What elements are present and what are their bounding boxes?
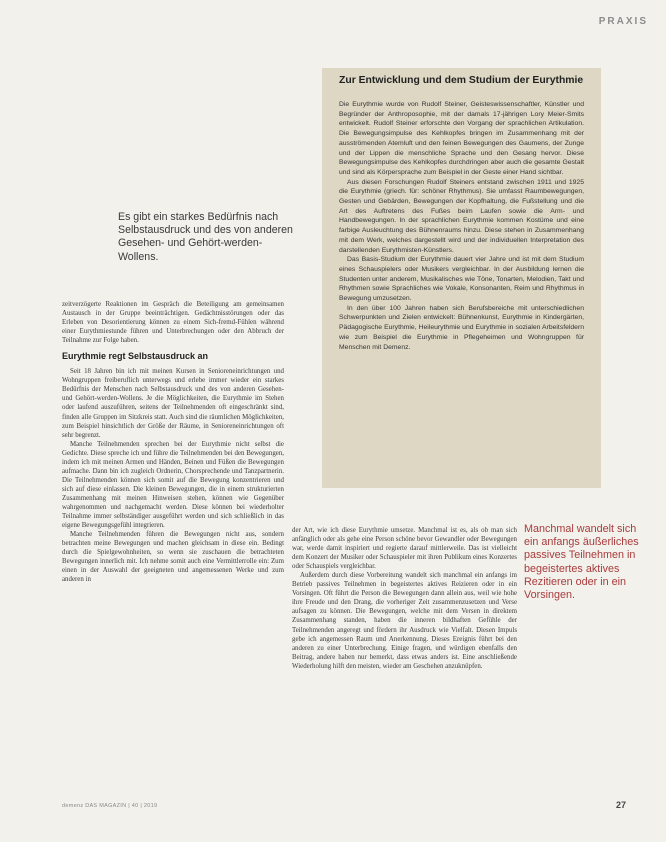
body-paragraph: der Art, wie ich diese Eurythmie umsetze. Manchmal ist es, als ob man sich anfänglich oder als gehe eine Person schöne bevor Gewandler oder Bewegungen war, werde damit inspiriert und regierte darauf mittlerweile. Das ist vielleicht dem Konzert der Musiker oder Schauspieler mit ihren Publikum eines Konzertes oder Schauspiels vergleichbar. bbox=[292, 527, 517, 571]
page-number: 27 bbox=[615, 800, 626, 810]
pull-quote-highlight: Manchmal wandelt sich ein anfangs äußerliches passives Teilnehmen in begeistertes aktives Rezitieren oder in ein Vorsingen. bbox=[524, 523, 639, 602]
info-box-text bbox=[339, 100, 584, 352]
info-paragraph: In den über 100 Jahren haben sich Berufsbereiche mit unterschiedlichen Schwerpunkten und Zielen entwickelt: Bühnenkunst, Eurythmie in Kindergärten, Pädagogische Eurythmie, Heileurythmie und Eurythmie in sozialen Arbeitsfeldern wie zum Beispiel die Eurythmie in Pflegeheimen und Wohngruppen für Menschen mit Demenz. bbox=[339, 304, 584, 351]
body-paragraph: Seit 18 Jahren bin ich mit meinen Kursen in Senioreneinrichtungen und Wohngruppen freiberuflich unterwegs und erlebe immer wieder ein starkes Bedürfnis der Menschen nach Selbstausdruck und des von anderen Gesehen- und Gehört-werden-Wollens. Je die Möglichkeiten, die Eurythmie im Stehen oder laufend auszuführen, seitens der Teilnehmenden oft eingeschränkt sind, finden alle Gruppen im Sitzkreis statt. Auch sind die räumlichen Möglichkeiten, zum Beispiel hinsichtlich der Größe der Räume, in Senioreneinrichtungen oft sehr begrenzt. bbox=[62, 368, 284, 439]
section-heading: Eurythmie regt Selbstausdruck an bbox=[62, 351, 209, 362]
info-paragraph: Das Basis-Studium der Eurythmie dauert vier Jahre und ist mit dem Studium eines Schauspielers oder Musikers vergleichbar. In der Ausbildung lernen die Studenten unter anderem, Musikalisches wie Töne, Tonarten, Melodien, Takt und Rhythmen sowie Sprachliches wie Vokale, Konsonanten, Reim und Rhythmus in Bewegung umzusetzen. bbox=[339, 256, 584, 303]
section-header: PRAXIS bbox=[598, 16, 648, 27]
body-paragraph: Manche Teilnehmenden sprechen bei der Eurythmie nicht selbst die Gedichte. Diese spreche ich und führe die Teilnehmenden bei den Bewegungen, indem ich mit meinen Armen und Händen, Beinen und Füßen die Bewegungen aufmache. Dann bin ich zugleich Ordnerin, Chorsprechende und Tanzpartnerin. Die Teilnehmenden können sich somit auf die Bewegung konzentrieren und sich auf diese einlassen. Die kleinen Bewegungen, die in einem strukturierten Zusammenhang mit meinen Hinweisen stehen, können wie Gegenüber wahrgenommen und nachgemacht werden. Diese können bei wiederholter Teilnahme immer selbständiger ausgeführt werden und sich schließlich in das eigene Bewegungsgefühl integrieren. bbox=[62, 440, 284, 530]
middle-column bbox=[292, 526, 517, 671]
info-box-title: Zur Entwicklung und dem Studium der Eurythmie bbox=[339, 75, 584, 86]
body-paragraph: Manche Teilnehmenden führen die Bewegungen nicht aus, sondern betrachten meine Bewegungen und machen gleichsam in diese ein. Bedingt durch die Spielgewohnheiten, so wenn sie zuschauen die betrachteten Bewegungen innerlich mit. Ich nehme somit auch eine Vermittlerrolle ein: Zum einen in der Auswahl der geeigneten und angemessenen Werke und zum anderen in bbox=[62, 531, 284, 584]
intro-paragraph: zeitverzögerte Reaktionen im Gespräch die Beteiligung am gemeinsamen Austausch in der Gruppe beeinträchtigen. Gedächtnisstörungen oder das Erleben von Desorientierung können zu einem Sich-fremd-Fühlen während einer Eurythmiestunde führen und Unterbrechungen oder den Abbruch der Teilnahme zur Folge haben. bbox=[62, 301, 284, 345]
info-paragraph: Die Eurythmie wurde von Rudolf Steiner, Geisteswissenschaftler, Künstler und Begründer der Anthroposophie, mit der damals 17-jährigen Lory Meier-Smits entwickelt. Rudolf Steiner erforschte den Vorgang der sprachlichen Artikulation. Die Bewegungsimpulse des Kehlkopfes bringen im Zusammenhang mit der ausströmenden Atemluft und den feinen Bewegungen des Gaumens, der Zunge und der Lippen die menschliche Sprache und den Gesang hervor. Diese Bewegungsimpulse des Kehlkopfes durchdringen aber auch die gesamte Gestalt und sind als Körpersprache zum Beispiel in der Geste einer Hand sichtbar. bbox=[339, 101, 584, 176]
info-box bbox=[322, 68, 601, 488]
info-paragraph: Aus diesen Forschungen Rudolf Steiners entstand zwischen 1911 und 1925 die Eurythmie (griech. für: schöner Rhythmus). Sie umfasst Raumbewegungen, Gesten und Gebärden, Bewegungen der Kopfhaltung, die Fußstellung und die Art des Auftretens des Fußes beim Laufen sowie die Arm- und Handbewegungen. In der sprachlichen Eurythmie kommen Kostüme und eine farbige Ausleuchtung des Bühnenraums hinzu. Diese stehen in Zusammenhang mit dem Werk, welches dargestellt wird und der individuellen Interpretation des darstellenden Eurythmisten-Künstlers. bbox=[339, 178, 584, 254]
body-paragraph: Außerdem durch diese Vorbereitung wandelt sich manchmal ein anfangs im Betrieb passives Teilnehmen in begeistertes aktives Reizieren oder in ein Vorsingen. Oft führt die Person die Bewegungen dann allein aus, weil wie hohe ihre Freude und den Drang, die vorheriger Zeit zusammenzusetzen und Verse aufsagen zu können. Die Bewegungen, welche mit dem Versen in direktem Zusammenhang standen, haben die inneren bildhaften Gefühle der Teilnehmenden angeregt und fördern ihr Ausdruck wie Vielfalt. Diesen Impuls gebe ich angemessen Raum und Anerkennung. Dieses Ereignis führt bei den anderen zu einer Unterbrechung. Einige fragen, und würdigen ebenfalls den Beitrag, andere haben nur bemerkt, dass etwas anders ist. Eine anschließende Wiederholung hilft den meisten, wieder am Geschehen anzuknüpfen. bbox=[292, 572, 517, 670]
left-column bbox=[62, 300, 284, 584]
pull-quote: Es gibt ein starkes Bedürfnis nach Selbstausdruck und des von anderen Gesehen- und Gehört-werden-Wollens. bbox=[118, 211, 293, 263]
footer-magazine: demenz DAS MAGAZIN | 40 | 2019 bbox=[62, 803, 158, 809]
